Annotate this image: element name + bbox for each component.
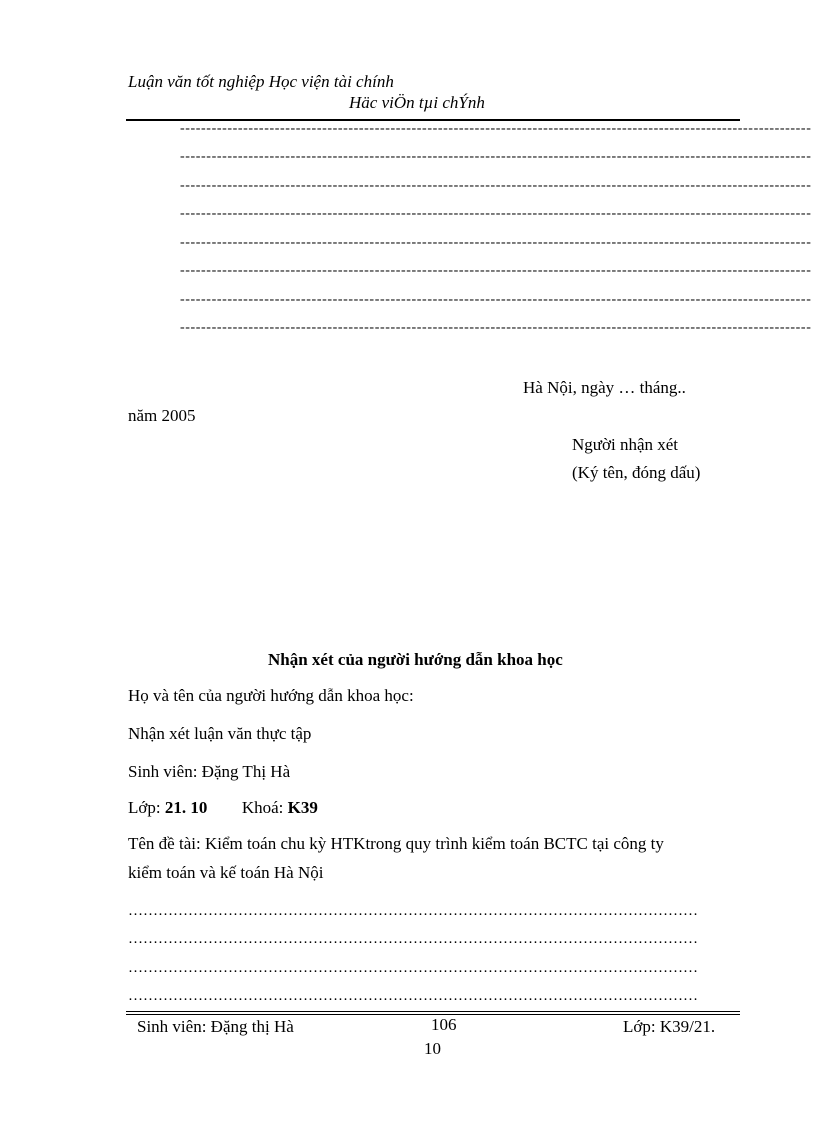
dashed-line: ------------------------------------------------------------------------------------------------------------------------ bbox=[180, 178, 812, 193]
class-label: Lớp: bbox=[128, 798, 161, 817]
footer-rule bbox=[126, 1011, 740, 1012]
dashed-line: ------------------------------------------------------------------------------------------------------------------------ bbox=[180, 121, 812, 136]
place-date: Hà Nội, ngày … tháng.. bbox=[523, 378, 686, 397]
course-label: Khoá: bbox=[241, 798, 284, 817]
student-label: Sinh viên: Đặng Thị Hà bbox=[128, 762, 291, 781]
dotted-line: …………………………………………………………………………………………………… bbox=[128, 960, 698, 976]
dashed-line: ------------------------------------------------------------------------------------------------------------------------ bbox=[180, 292, 812, 307]
course-value: K39 bbox=[287, 798, 318, 817]
year: năm 2005 bbox=[128, 406, 196, 425]
dotted-line: …………………………………………………………………………………………………… bbox=[128, 903, 698, 919]
dashed-line: ------------------------------------------------------------------------------------------------------------------------ bbox=[180, 320, 812, 335]
dashed-line: ------------------------------------------------------------------------------------------------------------------------ bbox=[180, 263, 812, 278]
dotted-line: …………………………………………………………………………………………………… bbox=[128, 988, 698, 1004]
section-title: Nhận xét của người hướng dẫn khoa học bbox=[268, 650, 563, 669]
review-label: Nhận xét luận văn thực tập bbox=[128, 724, 312, 743]
sign-note: (Ký tên, đóng dấu) bbox=[572, 463, 701, 482]
footer-student: Sinh viên: Đặng thị Hà bbox=[137, 1017, 294, 1036]
header-title-legacy-encoding: Häc viÖn tµi chÝnh bbox=[349, 93, 485, 112]
dashed-line: ------------------------------------------------------------------------------------------------------------------------ bbox=[180, 206, 812, 221]
footer-page-number-continued: 10 bbox=[424, 1039, 441, 1058]
header-title: Luận văn tốt nghiệp Học viện tài chính bbox=[128, 72, 394, 91]
reviewer-label: Người nhận xét bbox=[572, 435, 679, 454]
class-value: 21. 10 bbox=[164, 798, 208, 817]
dashed-line: ------------------------------------------------------------------------------------------------------------------------ bbox=[180, 235, 812, 250]
footer-page-number: 106 bbox=[431, 1015, 457, 1034]
topic-line: Tên đề tài: Kiểm toán chu kỳ HTKtrong quy trình kiểm toán BCTC tại công ty bbox=[128, 834, 664, 853]
dashed-line: ------------------------------------------------------------------------------------------------------------------------ bbox=[180, 149, 812, 164]
advisor-name-label: Họ và tên của người hướng dẫn khoa học: bbox=[128, 686, 414, 705]
topic-line-continued: kiểm toán và kế toán Hà Nội bbox=[128, 863, 324, 882]
footer-class: Lớp: K39/21. bbox=[623, 1017, 716, 1036]
class-course-line bbox=[128, 798, 318, 818]
dotted-line: …………………………………………………………………………………………………… bbox=[128, 931, 698, 947]
